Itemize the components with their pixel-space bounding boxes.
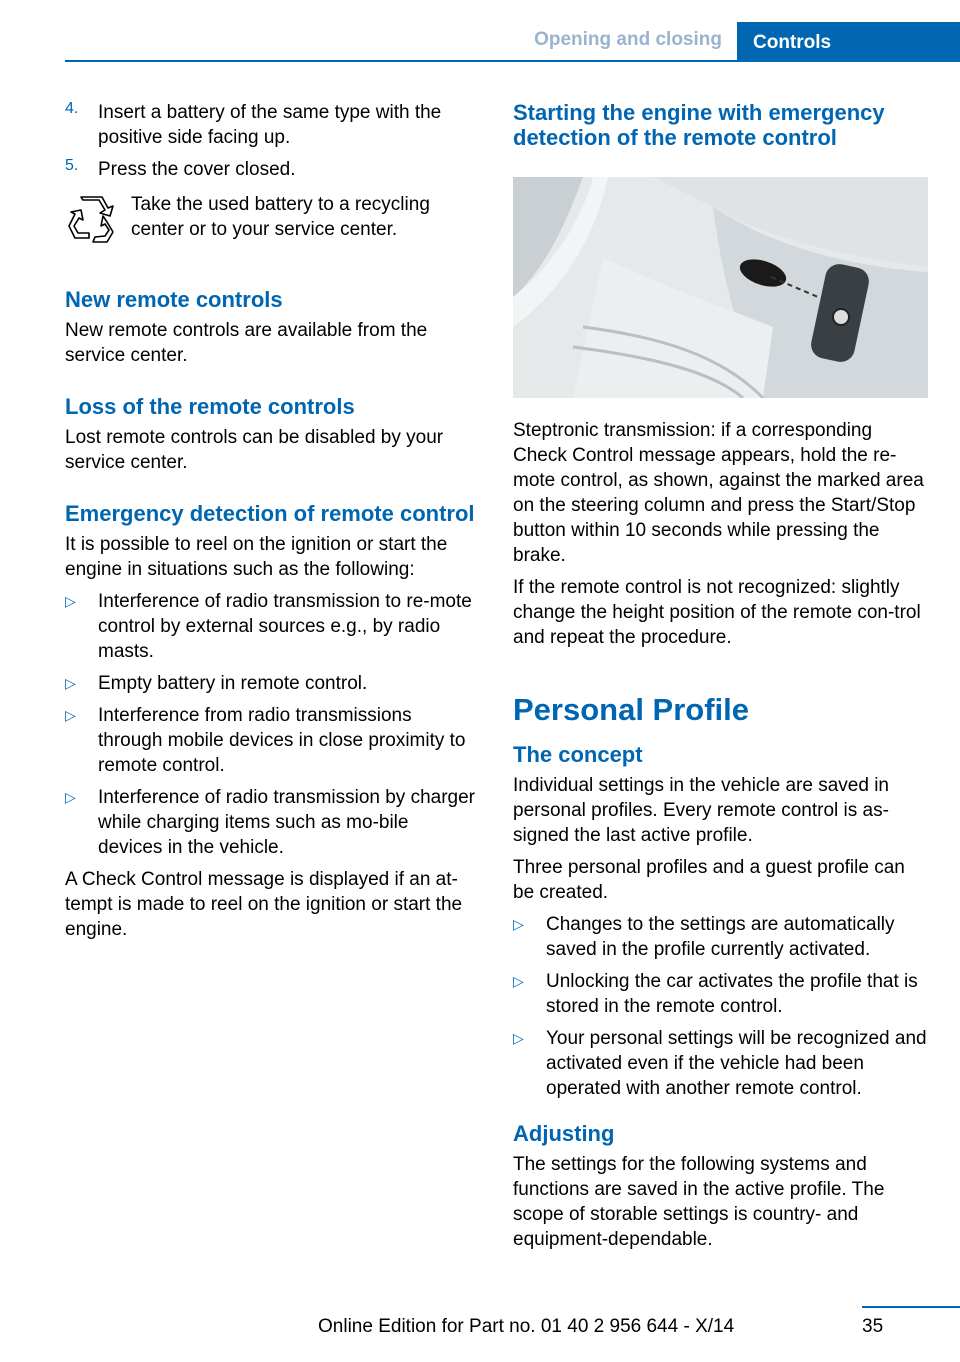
heading-starting-engine: Starting the engine with emergency detection of the remote control	[513, 100, 885, 150]
step-number: 4.	[65, 100, 79, 117]
adjusting-text: The settings for the following systems and functions are saved in the active profile. The scope of storable settings is country- and equipment-dependable.	[513, 1154, 885, 1250]
heading-loss-remote: Loss of the remote controls	[65, 394, 355, 419]
profile-list	[513, 912, 928, 1101]
step-item	[65, 157, 475, 182]
heading-new-remote: New remote controls	[65, 287, 283, 312]
list-item: ▷ Interference from radio transmissions through mobile devices in close proximity to remote control.	[65, 705, 466, 776]
heading-adjusting: Adjusting	[513, 1121, 615, 1146]
bullet-triangle-icon: ▷	[65, 707, 76, 723]
step-item	[65, 100, 475, 150]
list-item: ▷ Interference of radio transmission to re‐mote control by external sources e.g., by radio masts.	[65, 591, 472, 662]
recycle-icon	[65, 192, 131, 249]
page-header	[0, 0, 960, 62]
section-tab[interactable]: Opening and closing	[534, 29, 722, 50]
step-number: 5.	[65, 157, 79, 174]
bullet-triangle-icon: ▷	[65, 593, 76, 609]
footer-divider	[862, 1306, 960, 1308]
list-item: ▷ Your personal settings will be recognized and activated even if the vehicle had been operated with another remote control.	[513, 1028, 927, 1099]
bullet-triangle-icon: ▷	[513, 973, 524, 989]
steering-column-illustration	[513, 177, 928, 398]
bullet-triangle-icon: ▷	[65, 675, 76, 691]
list-item: ▷ Empty battery in remote control.	[65, 673, 368, 694]
chapter-tab[interactable]: Controls	[737, 22, 960, 62]
step-text: Press the cover closed.	[98, 159, 296, 180]
emergency-outro: A Check Control message is displayed if an at‐tempt is made to reel on the ignition or start the engine.	[65, 869, 463, 940]
left-column	[65, 100, 475, 949]
list-item: ▷ Changes to the settings are automatically saved in the profile currently activated.	[513, 914, 895, 960]
footer-edition: Online Edition for Part no. 01 40 2 956 644 - X/14	[318, 1316, 735, 1337]
concept-text-2: Three personal profiles and a guest profile can be created.	[513, 857, 905, 903]
concept-text: Individual settings in the vehicle are saved in personal profiles. Every remote control is as‐signed the last active profile.	[513, 775, 890, 846]
heading-concept: The concept	[513, 742, 643, 767]
emergency-intro: It is possible to reel on the ignition or start the engine in situations such as the following:	[65, 534, 448, 580]
starting-para1: Steptronic transmission: if a corresponding Check Control message appears, hold the re‐mote control, as shown, against the marked area on the steering column and press the Start/Stop button within 10 seconds while pressing the brake.	[513, 420, 924, 566]
bullet-triangle-icon: ▷	[513, 1030, 524, 1046]
list-item: ▷ Unlocking the car activates the profile that is stored in the remote control.	[513, 971, 918, 1017]
bullet-triangle-icon: ▷	[513, 916, 524, 932]
step-text: Insert a battery of the same type with the positive side facing up.	[98, 102, 442, 148]
header-divider	[65, 60, 960, 62]
list-item: ▷ Interference of radio transmission by charger while charging items such as mo‐bile devices in the vehicle.	[65, 787, 476, 858]
heading-personal-profile: Personal Profile	[513, 692, 750, 727]
starting-para2: If the remote control is not recognized: slightly change the height position of the remote con‐trol and repeat the procedure.	[513, 577, 921, 648]
right-column	[513, 100, 928, 1259]
new-remote-text: New remote controls are available from the service center.	[65, 320, 428, 366]
heading-emergency: Emergency detection of remote control	[65, 501, 475, 526]
emergency-list	[65, 589, 475, 860]
recycle-note	[65, 192, 475, 249]
bullet-triangle-icon: ▷	[65, 789, 76, 805]
recycle-text: Take the used battery to a recycling center or to your service center.	[131, 194, 430, 240]
page-number: 35	[862, 1316, 884, 1337]
loss-remote-text: Lost remote controls can be disabled by your service center.	[65, 427, 444, 473]
